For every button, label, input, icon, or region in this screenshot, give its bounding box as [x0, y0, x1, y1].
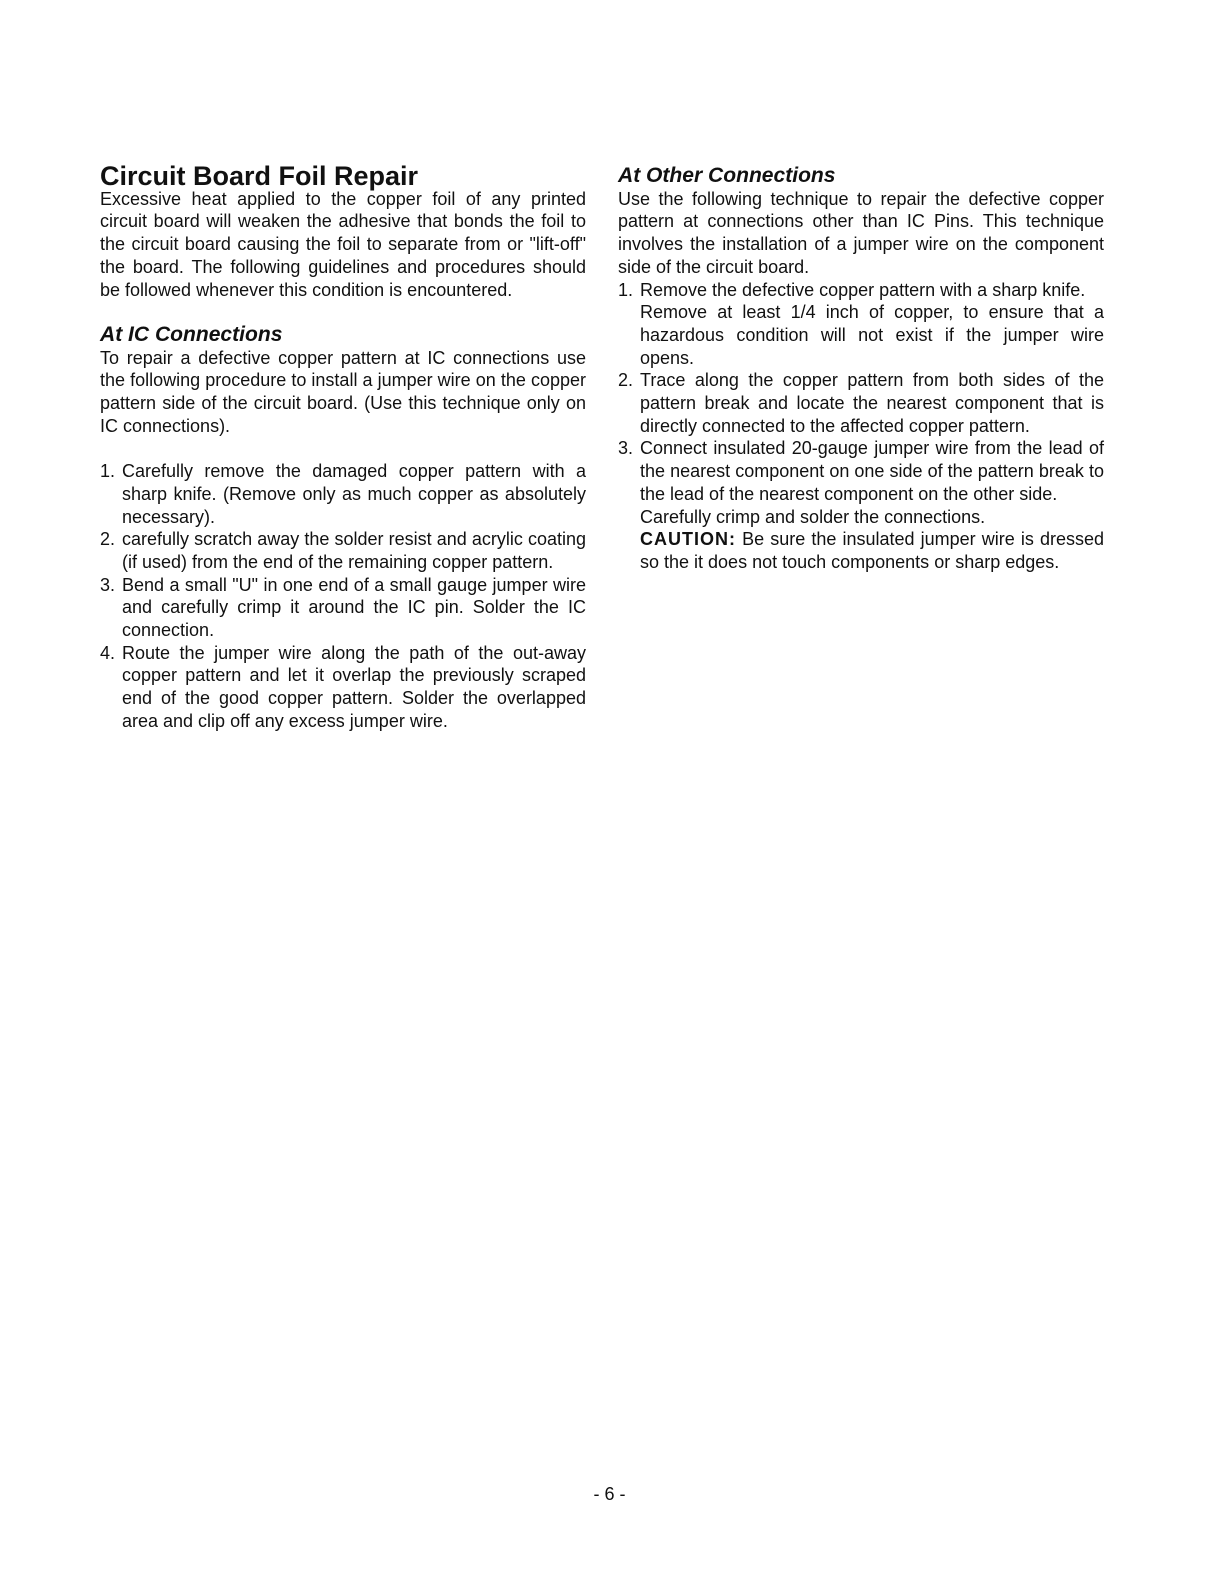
- list-item: [618, 369, 1104, 437]
- step-text: Bend a small "U" in one end of a small gauge jumper wire and carefully crimp it around the IC pin. Solder the IC connection.: [122, 574, 586, 641]
- step-text: Remove the defective copper pattern with a sharp knife.: [640, 279, 1086, 300]
- list-item: [100, 642, 586, 733]
- step-number: 2.: [100, 529, 116, 550]
- step-number: 3.: [100, 574, 116, 595]
- step-extra-text: Carefully crimp and solder the connections.: [640, 506, 986, 527]
- spacer: [100, 301, 586, 324]
- ic-connections-title: At IC Connections: [100, 322, 283, 346]
- step-text: carefully scratch away the solder resist and acrylic coating (if used) from the end of the remaining copper pattern.: [122, 529, 586, 572]
- left-column: [100, 161, 586, 733]
- page-number: - 6 -: [593, 1484, 626, 1504]
- list-item: [100, 528, 586, 573]
- other-connections-body: Use the following technique to repair the defective copper pattern at connections other than IC Pins. This technique involves the installation of a jumper wire on the component side of the circuit board.: [618, 188, 1104, 277]
- caution-text: Be sure the insulated jumper wire is dressed so the it does not touch components or sharp edges.: [640, 529, 1104, 572]
- step-text: Route the jumper wire along the path of the out-away copper pattern and let it overlap the previously scraped end of the good copper pattern. Solder the overlapped area and clip off any excess jumper wire.: [122, 642, 586, 731]
- step-text: Carefully remove the damaged copper pattern with a sharp knife. (Remove only as much copper as absolutely necessary).: [122, 461, 586, 527]
- caution-label: CAUTION:: [640, 529, 736, 550]
- spacer: [100, 437, 586, 460]
- list-item: [100, 574, 586, 642]
- foil-repair-body: Excessive heat applied to the copper foil of any printed circuit board will weaken the adhesive that bonds the foil to the circuit board causing the foil to separate from or "lift-off" the board. The following guidelines and procedures should be followed whenever this condition is encountered.: [100, 188, 586, 300]
- step-number: 1.: [100, 461, 116, 482]
- list-item: [618, 279, 1104, 370]
- step-number: 1.: [618, 279, 634, 300]
- step-number: 3.: [618, 438, 634, 459]
- foil-repair-title: Circuit Board Foil Repair: [100, 161, 419, 191]
- step-text: Trace along the copper pattern from both sides of the pattern break and locate the nearest component that is directly connected to the affected copper pattern.: [640, 370, 1104, 436]
- other-connections-steps: [618, 279, 1104, 574]
- ic-connections-steps: [100, 460, 586, 732]
- caution-note: [640, 528, 1104, 573]
- list-item: [618, 437, 1104, 573]
- list-item: [100, 460, 586, 528]
- step-number: 2.: [618, 370, 634, 391]
- step-text: Connect insulated 20-gauge jumper wire from the lead of the nearest component on one side of the pattern break to the lead of the nearest component on the other side.: [640, 438, 1104, 504]
- step-extra-text: Remove at least 1/4 inch of copper, to ensure that a hazardous condition will not exist if the jumper wire opens.: [640, 302, 1104, 368]
- ic-connections-body: To repair a defective copper pattern at IC connections use the following procedure to install a jumper wire on the copper pattern side of the circuit board. (Use this technique only on IC connections).: [100, 347, 586, 436]
- step-number: 4.: [100, 642, 116, 663]
- right-column: [618, 165, 1104, 574]
- other-connections-title: At Other Connections: [618, 164, 836, 187]
